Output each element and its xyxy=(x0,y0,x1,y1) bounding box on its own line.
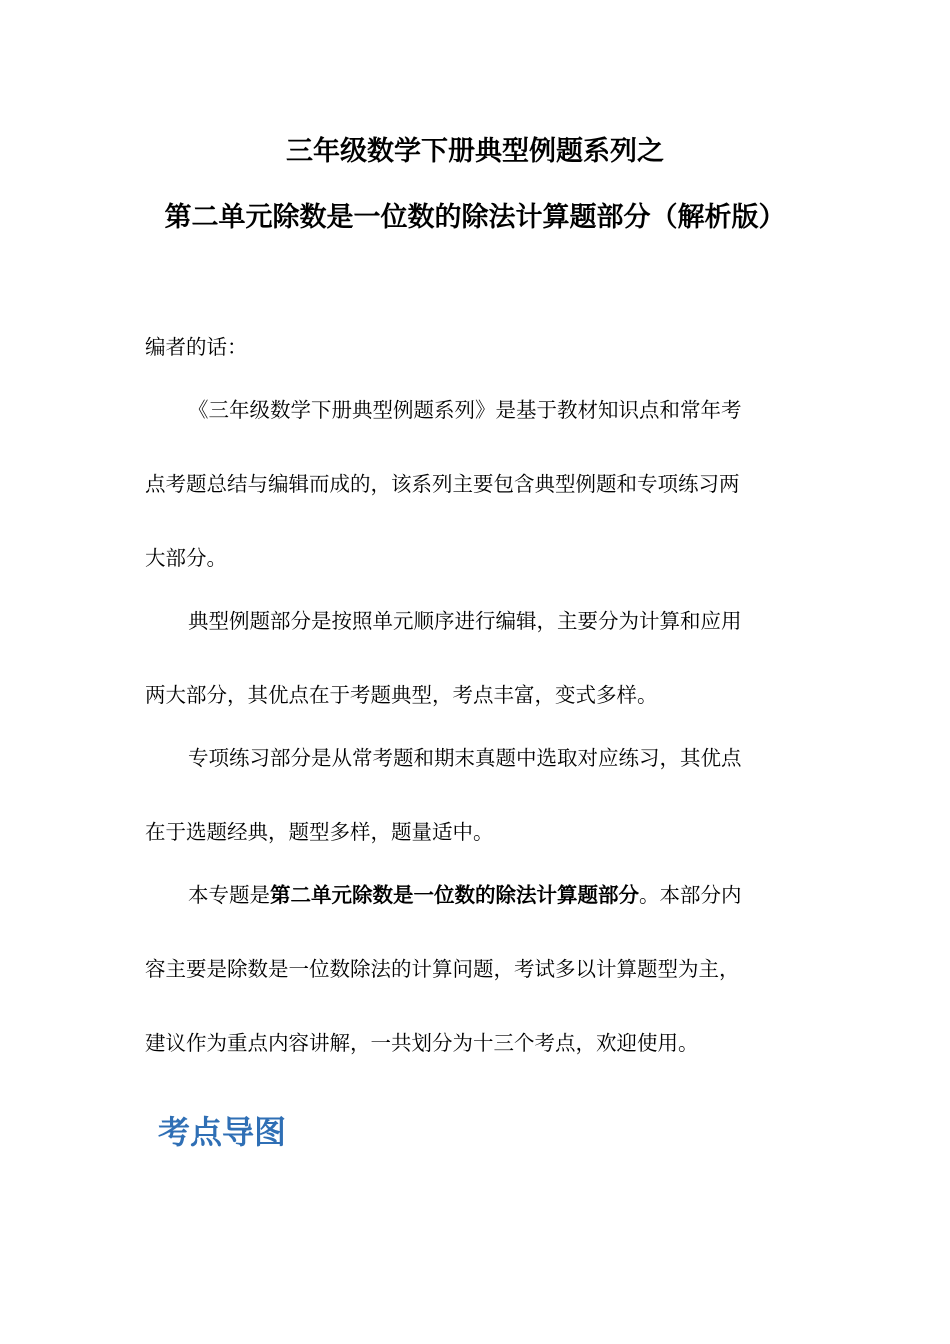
paragraph-3-line-2: 在于选题经典，题型多样，题量适中。 xyxy=(145,820,494,844)
section-heading-knowledge-map: 考点导图 xyxy=(158,1113,287,1151)
title-line-2: 第二单元除数是一位数的除法计算题部分（解析版） xyxy=(164,202,786,233)
editor-note-label: 编者的话： xyxy=(145,335,248,359)
title-line-1: 三年级数学下册典型例题系列之 xyxy=(286,136,664,167)
paragraph-1-line-3: 大部分。 xyxy=(145,546,227,570)
paragraph-1-line-1: 《三年级数学下册典型例题系列》是基于教材知识点和常年考 xyxy=(188,398,742,422)
paragraph-4-topic-bold: 第二单元除数是一位数的除法计算题部分 xyxy=(270,883,639,907)
paragraph-2-line-1: 典型例题部分是按照单元顺序进行编辑，主要分为计算和应用 xyxy=(188,609,742,633)
paragraph-3-line-1: 专项练习部分是从常考题和期末真题中选取对应练习，其优点 xyxy=(188,746,742,770)
paragraph-4-line-2: 容主要是除数是一位数除法的计算问题，考试多以计算题型为主， xyxy=(145,957,740,981)
paragraph-4-tail: 。本部分内 xyxy=(639,883,742,907)
paragraph-4-line-1 xyxy=(188,880,808,910)
paragraph-4-lead: 本专题是 xyxy=(188,883,270,907)
paragraph-2-line-2: 两大部分，其优点在于考题典型，考点丰富，变式多样。 xyxy=(145,683,658,707)
paragraph-1-line-2: 点考题总结与编辑而成的，该系列主要包含典型例题和专项练习两 xyxy=(145,472,740,496)
paragraph-4-line-3: 建议作为重点内容讲解，一共划分为十三个考点，欢迎使用。 xyxy=(145,1031,699,1055)
